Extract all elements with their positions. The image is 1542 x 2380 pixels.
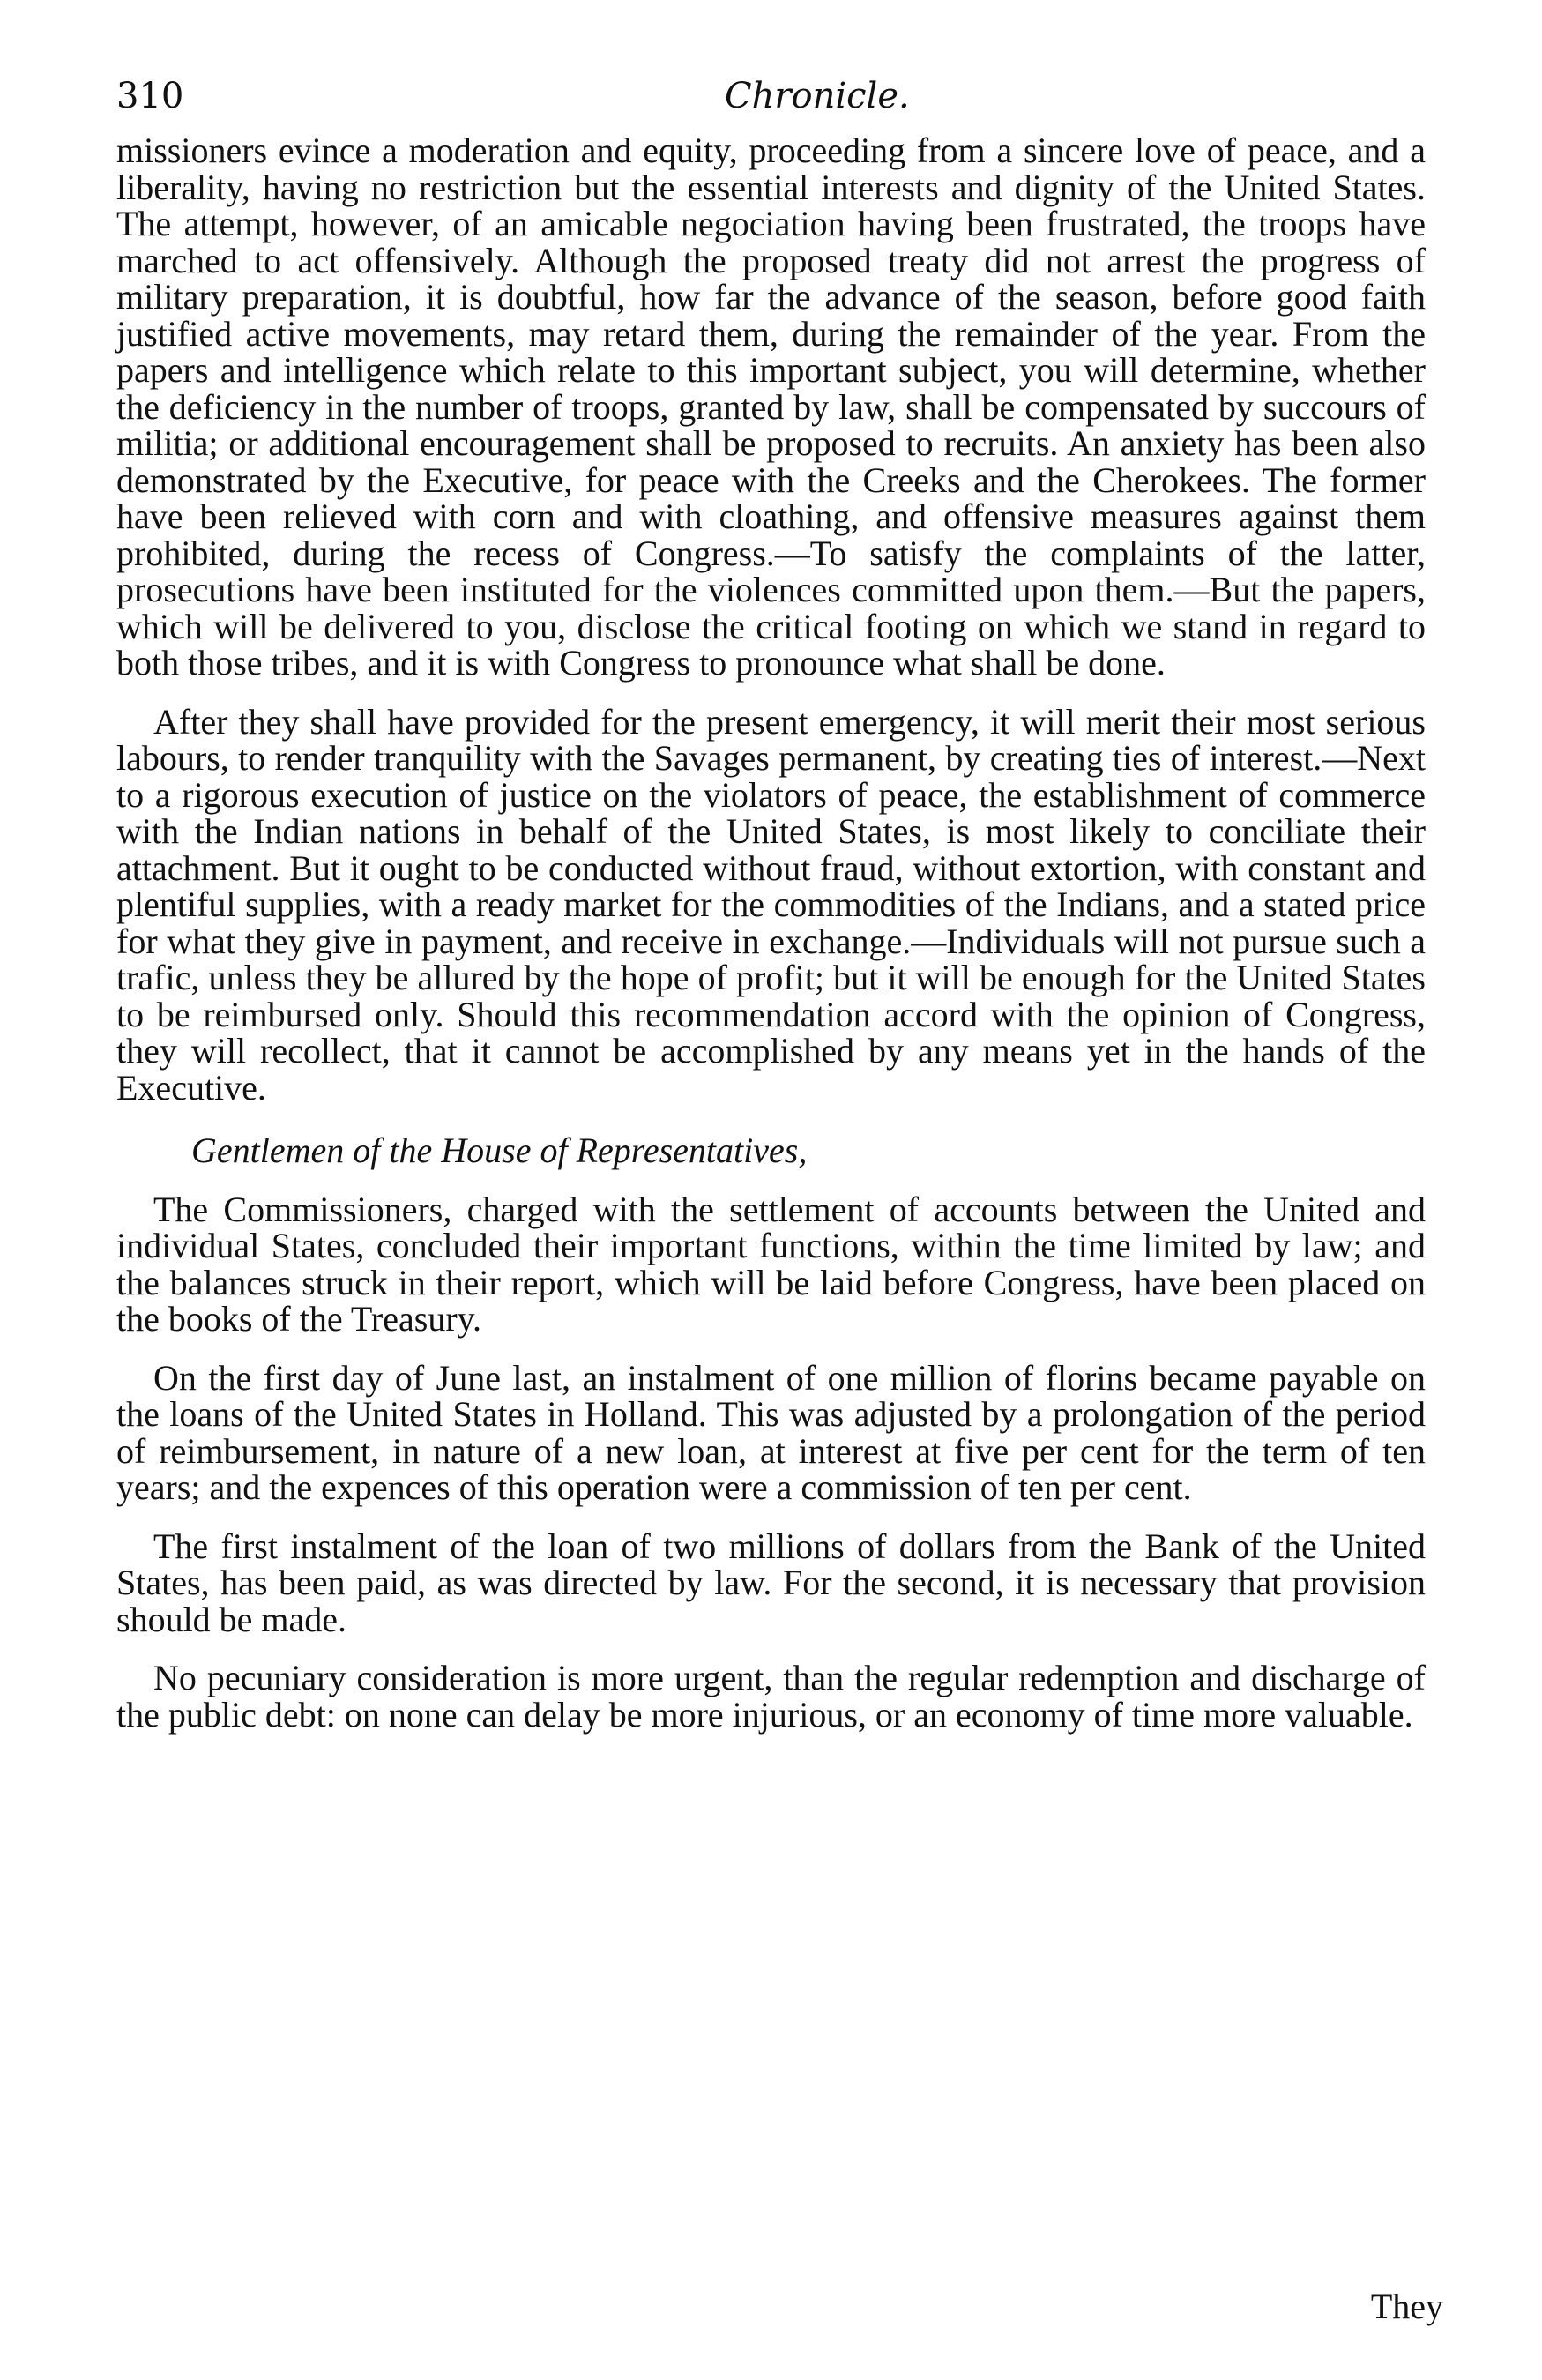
running-title: Chronicle. (725, 76, 910, 116)
page-number: 310 (116, 76, 184, 116)
paragraph-continued: missioners evince a moderation and equity, proceeding from a sincere love of peace, and a liberality, having no restriction but the essential interests and dignity of the United States. The attempt, however, of an amicable negociation having been frustrated, the troops have marched to act offensively. Although the proposed treaty did not arrest the progress of military preparation, it is doubtful, how far the advance of the season, before good faith justified active movements, may retard them, during the remainder of the year. From the papers and intelligence which relate to this important subject, you will determine, whether the deficiency in the number of troops, granted by law, shall be compensated by succours of militia; or additional encouragement shall be proposed to recruits. An anxiety has been also demonstrated by the Executive, for peace with the Creeks and the Cherokees. The former have been relieved with corn and with cloathing, and offensive measures against them prohibited, during the recess of Congress.—To satisfy the complaints of the latter, prosecutions have been instituted for the violences committed upon them.—But the papers, which will be delivered to you, disclose the critical footing on which we stand in regard to both those tribes, and it is with Congress to pronounce what shall be done. (116, 131, 1426, 683)
paragraph: On the first day of June last, an instalment of one million of florins became payable on the loans of the United States in Holland. This was adjusted by a prolongation of the period of reimbursement, in nature of a new loan, at interest at five per cent for the term of ten years; and the expences of this operation were a commission of ten per cent. (116, 1357, 1426, 1507)
paragraph: The Commissioners, charged with the settlement of accounts between the United and individual States, concluded their important functions, within the time limited by law; and the balances struck in their report, which will be laid before Congress, have been placed on the books of the Treasury. (116, 1189, 1426, 1339)
running-head (116, 76, 1439, 129)
body-text (116, 132, 1426, 1755)
catchword: They (1370, 2287, 1443, 2326)
paragraph: After they shall have provided for the present emergency, it will merit their most serious labours, to render tranquility with the Savages permanent, by creating ties of interest.—Next to a rigorous execution of justice on the violators of peace, the establishment of commerce with the Indian nations in behalf of the United States, is most likely to conciliate their attachment. But it ought to be conducted without fraud, without extortion, with constant and plentiful supplies, with a ready market for the commodities of the Indians, and a stated price for what they give in payment, and receive in exchange.—Individuals will not pursue such a trafic, unless they be allured by the hope of profit; but it will be enough for the United States to be reimbursed only. Should this recommendation accord with the opinion of Congress, they will recollect, that it cannot be accomplished by any means yet in the hands of the Executive. (116, 701, 1426, 1108)
paragraph: The first instalment of the loan of two millions of dollars from the Bank of the United States, has been paid, as was directed by law. For the second, it is necessary that provision should be made. (116, 1526, 1426, 1639)
paragraph: No pecuniary consideration is more urgent, than the regular redemption and discharge of the public debt: on none can delay be more injurious, or an economy of time more valuable. (116, 1658, 1426, 1735)
section-heading: Gentlemen of the House of Representatives, (191, 1130, 808, 1170)
